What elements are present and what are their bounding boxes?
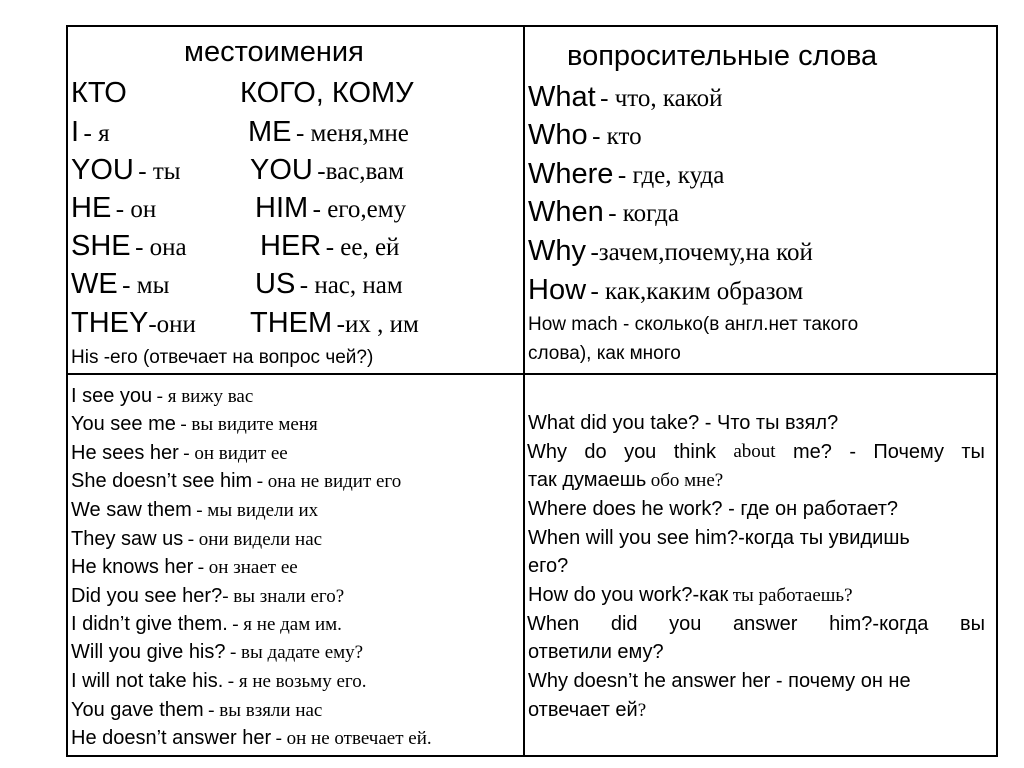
question-where-work: Where does he work? - где он работает?: [528, 498, 898, 520]
question-what-take: What did you take? - Что ты взял?: [528, 412, 839, 434]
question-why-not-answer-line2: отвечает ей?: [528, 699, 647, 721]
sentence-row: I see you - я вижу вас: [71, 385, 254, 407]
column-label-whom: КОГО, КОМУ: [240, 77, 414, 109]
sentence-row: Did you see her?- вы знали его?: [71, 585, 345, 607]
pronoun-object-him: HIM - его,ему: [255, 192, 407, 224]
questions-cell: [527, 376, 993, 754]
question-how-work: How do you work?-как ты работаешь?: [528, 584, 853, 606]
pronoun-object-me: ME - меня,мне: [248, 116, 409, 148]
pronoun-subject-he: HE - он: [71, 192, 157, 224]
question-when-answer-line1: When did you answer him?-когда вы: [527, 613, 985, 635]
table-border-left: [66, 25, 68, 757]
table-border-bottom: [66, 755, 998, 757]
sentence-row: He sees her - он видит ее: [71, 442, 288, 464]
question-why-think-line1: Why do you think about me? - Почему ты: [527, 441, 985, 463]
qword-what: What - что, какой: [528, 81, 723, 113]
qword-how: How - как,каким образом: [528, 274, 804, 306]
pronoun-object-us: US - нас, нам: [255, 268, 403, 300]
his-note: His -его (отвечает на вопрос чей?): [71, 347, 374, 368]
sentences-cell: [70, 376, 520, 754]
pronoun-subject-we: WE - мы: [71, 268, 170, 300]
pronoun-object-her: HER - ее, ей: [260, 230, 400, 262]
pronoun-subject-they: THEY-они: [71, 307, 196, 339]
column-label-who: КТО: [71, 77, 127, 109]
sentence-row: I will not take his. - я не возьму его.: [71, 670, 367, 692]
pronoun-object-you: YOU -вас,вам: [250, 154, 404, 186]
sentence-row: I didn’t give them. - я не дам им.: [71, 613, 342, 635]
table-row-divider: [66, 373, 998, 375]
question-why-think-line2: так думаешь обо мне?: [528, 469, 724, 491]
sentence-row: You see me - вы видите меня: [71, 413, 318, 435]
table-border-top: [66, 25, 998, 27]
sentence-row: We saw them - мы видели их: [71, 499, 319, 521]
pronoun-subject-you: YOU - ты: [71, 154, 181, 186]
sentence-row: You gave them - вы взяли нас: [71, 699, 323, 721]
how-mach-note-line1: How mach - сколько(в англ.нет такого: [528, 314, 859, 335]
qword-why: Why -зачем,почему,на кой: [528, 235, 813, 267]
question-when-answer-line2: ответили ему?: [528, 641, 664, 663]
pronoun-subject-i: I - я: [71, 116, 110, 148]
question-why-not-answer-line1: Why doesn’t he answer her - почему он не: [528, 670, 911, 692]
sentence-row: He doesn’t answer her - он не отвечает ей.: [71, 727, 432, 749]
pronoun-subject-she: SHE - она: [71, 230, 187, 262]
question-when-see-line1: When will you see him?-когда ты увидишь: [528, 527, 910, 549]
table-border-right: [996, 25, 998, 757]
sentence-row: She doesn’t see him - она не видит его: [71, 470, 402, 492]
question-words-cell: [527, 28, 993, 372]
qword-where: Where - где, куда: [528, 158, 725, 190]
sentence-row: He knows her - он знает ее: [71, 556, 298, 578]
qword-who: Who - кто: [528, 119, 642, 151]
pronouns-header: местоимения: [184, 36, 364, 68]
sentence-row: Will you give his? - вы дадате ему?: [71, 641, 364, 663]
how-mach-note-line2: слова), как много: [528, 343, 681, 364]
pronoun-object-them: THEM -их , им: [250, 307, 419, 339]
question-words-header: вопросительные слова: [567, 40, 878, 72]
table-column-divider: [523, 25, 525, 757]
pronouns-cell: [70, 28, 520, 372]
question-when-see-line2: его?: [528, 555, 569, 577]
sentence-row: They saw us - они видели нас: [71, 528, 323, 550]
qword-when: When - когда: [528, 196, 679, 228]
